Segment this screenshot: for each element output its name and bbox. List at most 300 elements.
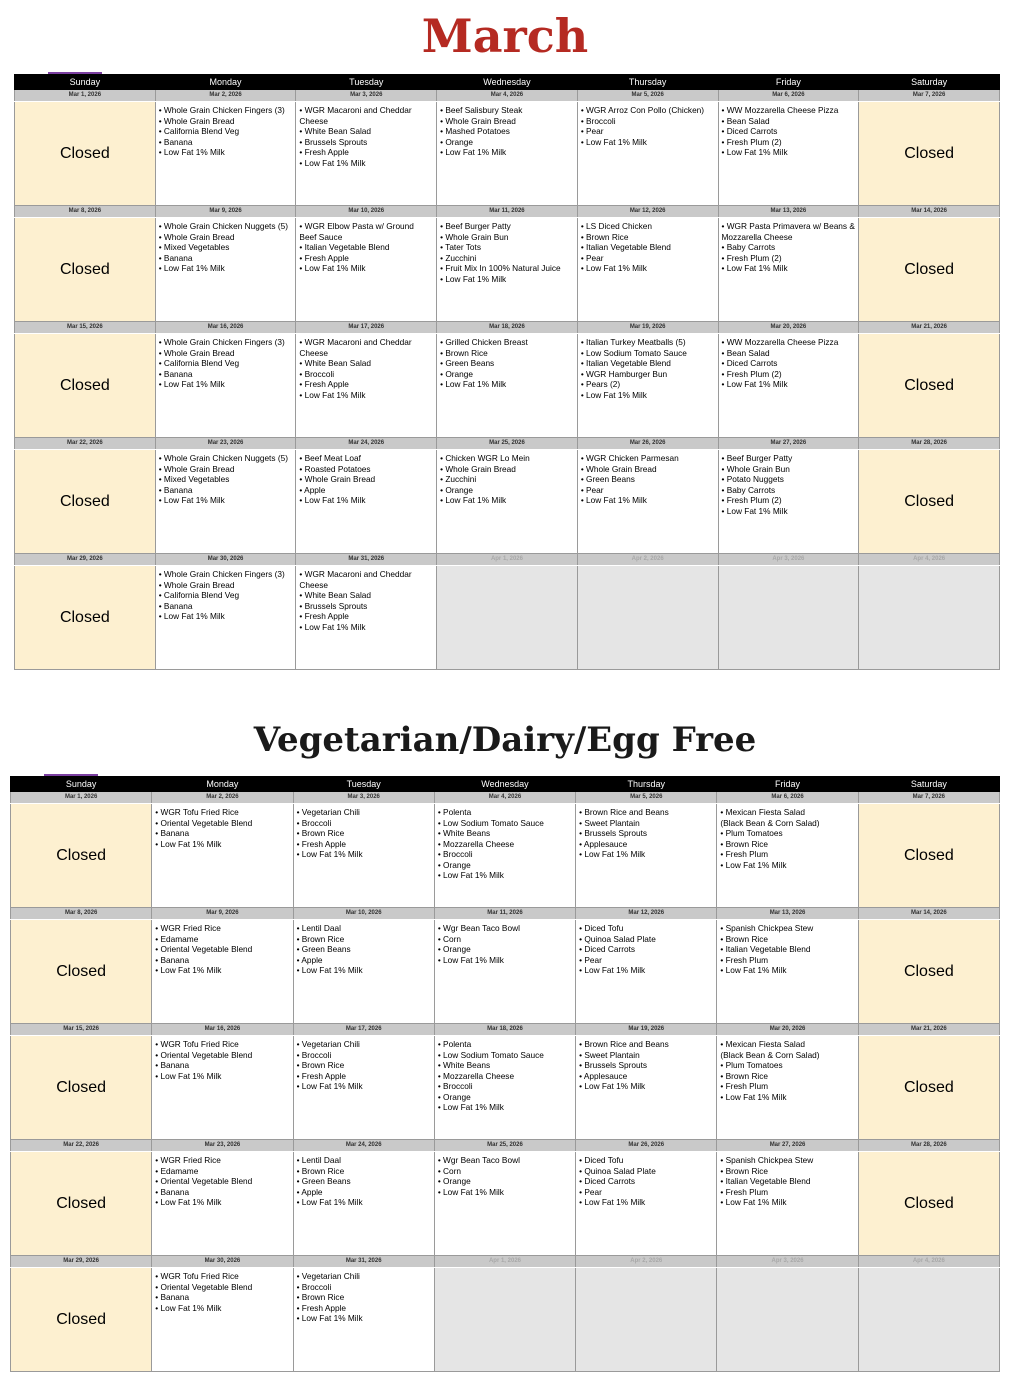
menu-item: • Low Fat 1% Milk: [580, 263, 647, 273]
menu-item: • White Beans: [437, 828, 491, 838]
menu-item: • Edamame: [155, 1165, 199, 1176]
menu-list: [156, 566, 296, 622]
menu-list: [156, 218, 296, 274]
menu-cell: [576, 1036, 717, 1140]
date-label: Mar 30, 2026: [155, 554, 296, 566]
menu-cell: [437, 450, 578, 554]
menu-item: • Orange: [440, 136, 473, 147]
menu-list: [437, 450, 577, 506]
date-label: Mar 24, 2026: [293, 1140, 434, 1152]
menu-item: • Beef Meat Loaf: [299, 453, 361, 463]
menu-item: • Green Beans: [296, 944, 351, 954]
menu-item: • Fresh Plum (2): [721, 368, 782, 379]
menu-item: • Mixed Vegetables: [158, 474, 230, 484]
menu-cell: [155, 102, 296, 206]
menu-cell: [152, 1152, 293, 1256]
menu-item: • WGR Macaroni and Cheddar Cheese: [299, 105, 414, 126]
menu-item: • Fresh Plum (2): [721, 252, 782, 263]
menu-item: • Applesauce: [579, 838, 628, 849]
menu-item: • Potato Nuggets: [721, 474, 784, 484]
menu-list: [156, 334, 296, 390]
menu-item: • Oriental Vegetable Blend: [155, 817, 253, 828]
day-header: Thursday: [576, 777, 717, 792]
menu-item: • Brussels Sprouts: [579, 828, 648, 838]
menu-item: • Low Fat 1% Milk: [437, 1186, 504, 1197]
menu-cell: [296, 334, 437, 438]
date-label: Mar 31, 2026: [293, 1256, 434, 1268]
menu-item: • Broccoli: [296, 1281, 332, 1292]
closed-cell: Closed: [859, 102, 1000, 206]
menu-cell: [293, 1036, 434, 1140]
menu-list: [296, 218, 436, 274]
menu-cell: [296, 218, 437, 322]
date-label: Mar 5, 2026: [577, 90, 718, 102]
menu-cell: [577, 218, 718, 322]
date-label: Mar 12, 2026: [576, 908, 717, 920]
menu-item: • Italian Vegetable Blend: [580, 358, 671, 368]
menu-item: • Low Fat 1% Milk: [721, 379, 788, 389]
menu-item: • Mashed Potatoes: [440, 126, 510, 136]
menu-item: • Brussels Sprouts: [299, 136, 368, 147]
menu-item: • Low Fat 1% Milk: [579, 849, 646, 859]
menu-item: • Plum Tomatoes: [720, 1060, 783, 1070]
menu-item: • Oriental Vegetable Blend: [155, 1049, 253, 1060]
menu-item: • WGR Tofu Fried Rice: [155, 1039, 239, 1049]
menu-item: • Orange: [440, 368, 473, 379]
menu-cell: [152, 804, 293, 908]
menu-item: • Whole Grain Bun: [721, 463, 790, 474]
closed-cell: Closed: [858, 804, 999, 908]
menu-item: • Mozzarella Cheese: [437, 838, 515, 849]
menu-list: [578, 334, 718, 400]
menu-item: • Whole Grain Chicken Fingers (3): [158, 105, 285, 115]
empty-cell: [576, 1268, 717, 1372]
date-label: Mar 17, 2026: [296, 322, 437, 334]
menu-item: • Low Fat 1% Milk: [299, 495, 366, 505]
menu-item: • Broccoli: [296, 817, 332, 828]
date-label: Mar 7, 2026: [858, 792, 999, 804]
date-label: Mar 22, 2026: [15, 438, 156, 450]
menu-list: [717, 1152, 857, 1208]
menu-item: • Italian Turkey Meatballs (5): [580, 337, 686, 347]
menu-item: • Brown Rice: [580, 231, 629, 242]
day-header: Wednesday: [434, 777, 575, 792]
date-label: Mar 14, 2026: [859, 206, 1000, 218]
menu-list: [578, 102, 718, 147]
menu-list: [437, 102, 577, 158]
menu-item: • Low Fat 1% Milk: [440, 379, 507, 389]
menu-item: • Pear: [580, 126, 604, 136]
date-label: Mar 1, 2026: [15, 90, 156, 102]
menu-item: • Low Fat 1% Milk: [720, 1091, 787, 1102]
menu-item: • Orange: [437, 944, 471, 954]
date-label: Mar 13, 2026: [717, 908, 858, 920]
date-label: Mar 20, 2026: [718, 322, 859, 334]
menu-item: • Oriental Vegetable Blend: [155, 1176, 253, 1186]
menu-item: • Low Fat 1% Milk: [437, 954, 504, 965]
date-label: Apr 1, 2026: [437, 554, 578, 566]
menu-item: • Quinoa Salad Plate: [579, 933, 656, 944]
menu-item: • Low Fat 1% Milk: [158, 495, 225, 505]
menu-cell: [152, 920, 293, 1024]
menu-item: • California Blend Veg: [158, 590, 240, 600]
date-label: Mar 9, 2026: [152, 908, 293, 920]
menu-cell: [577, 102, 718, 206]
date-label: Mar 18, 2026: [437, 322, 578, 334]
menu-item: • Mozzarella Cheese: [437, 1070, 515, 1081]
date-label: Mar 20, 2026: [717, 1024, 858, 1036]
menu-item: • Brown Rice: [296, 828, 345, 838]
date-label: Mar 25, 2026: [437, 438, 578, 450]
menu-item: • Low Fat 1% Milk: [580, 389, 647, 400]
date-label: Mar 23, 2026: [152, 1140, 293, 1152]
menu-cell: [155, 334, 296, 438]
menu-item: • Banana: [158, 600, 193, 611]
menu-item: • Fresh Apple: [296, 838, 347, 849]
menu-item: (Black Bean & Corn Salad): [720, 817, 820, 828]
menu-item: • Low Fat 1% Milk: [721, 505, 788, 516]
menu-item: • Fresh Plum: [720, 1081, 769, 1091]
menu-item: • WW Mozzarella Cheese Pizza: [721, 105, 839, 115]
date-label: Apr 1, 2026: [434, 1256, 575, 1268]
menu-item: • WGR Chicken Parmesan: [580, 453, 679, 463]
menu-cell: [293, 1152, 434, 1256]
menu-item: • Whole Grain Chicken Nuggets (5): [158, 453, 288, 463]
menu-item: • Banana: [158, 136, 193, 147]
menu-item: • Diced Carrots: [721, 126, 778, 136]
menu-list: [296, 102, 436, 168]
empty-cell: [859, 566, 1000, 670]
menu-item: • Zucchini: [440, 474, 477, 484]
menu-item: • Vegetarian Chili: [296, 807, 360, 817]
day-header: Tuesday: [296, 75, 437, 90]
menu-item: • Low Fat 1% Milk: [296, 1081, 363, 1091]
menu-cell: [434, 1152, 575, 1256]
menu-item: • Broccoli: [299, 368, 335, 379]
menu-item: • Whole Grain Bread: [299, 474, 376, 484]
menu-calendar-regular: [14, 74, 1000, 670]
menu-item: • Banana: [158, 252, 193, 263]
menu-cell: [576, 1152, 717, 1256]
menu-item: • Low Fat 1% Milk: [299, 389, 366, 400]
menu-item: • Low Fat 1% Milk: [721, 147, 788, 157]
empty-cell: [577, 566, 718, 670]
menu-item: • Wgr Bean Taco Bowl: [437, 1155, 520, 1165]
menu-item: • Italian Vegetable Blend: [720, 1176, 811, 1186]
menu-item: • Brown Rice and Beans: [579, 807, 669, 817]
menu-item: • Low Fat 1% Milk: [720, 965, 787, 975]
menu-list: [435, 804, 575, 881]
menu-item: • Mexican Fiesta Salad: [720, 807, 805, 817]
menu-item: • Oriental Vegetable Blend: [155, 1281, 253, 1292]
menu-list: [717, 1036, 857, 1102]
day-header: Monday: [152, 777, 293, 792]
closed-cell: Closed: [858, 1036, 999, 1140]
closed-cell: Closed: [859, 450, 1000, 554]
menu-list: [152, 920, 292, 976]
closed-cell: Closed: [15, 102, 156, 206]
menu-item: • Fresh Apple: [296, 1302, 347, 1313]
menu-cell: [576, 804, 717, 908]
menu-item: • Fresh Plum (2): [721, 495, 782, 505]
day-header: Thursday: [577, 75, 718, 90]
date-label: Mar 4, 2026: [437, 90, 578, 102]
date-label: Mar 28, 2026: [859, 438, 1000, 450]
date-label: Apr 3, 2026: [718, 554, 859, 566]
menu-item: • Brown Rice: [720, 838, 769, 849]
date-label: Mar 4, 2026: [434, 792, 575, 804]
date-label: Mar 29, 2026: [15, 554, 156, 566]
menu-item: • Brown Rice: [296, 1165, 345, 1176]
menu-list: [296, 334, 436, 400]
date-label: Mar 11, 2026: [434, 908, 575, 920]
day-header: Sunday: [15, 75, 156, 90]
menu-item: • Brussels Sprouts: [579, 1060, 648, 1070]
menu-item: • Low Sodium Tomato Sauce: [437, 817, 544, 828]
empty-cell: [717, 1268, 858, 1372]
menu-item: • Pear: [580, 252, 604, 263]
date-label: Mar 26, 2026: [576, 1140, 717, 1152]
date-label: Mar 8, 2026: [15, 206, 156, 218]
date-label: Apr 2, 2026: [577, 554, 718, 566]
menu-item: • Fresh Apple: [299, 147, 349, 157]
menu-item: • Low Fat 1% Milk: [580, 136, 647, 147]
menu-item: • Brown Rice: [720, 1070, 769, 1081]
menu-list: [435, 1152, 575, 1197]
menu-item: • Low Fat 1% Milk: [158, 263, 225, 273]
menu-item: • Apple: [296, 954, 323, 965]
menu-list: [152, 1268, 292, 1313]
menu-item: • Banana: [155, 954, 190, 965]
date-label: Mar 15, 2026: [15, 322, 156, 334]
menu-item: • Low Fat 1% Milk: [296, 849, 363, 859]
menu-item: • Low Fat 1% Milk: [155, 838, 222, 849]
day-header: Friday: [717, 777, 858, 792]
menu-list: [576, 1036, 716, 1092]
menu-item: • Brown Rice: [296, 1060, 345, 1070]
menu-item: • Polenta: [437, 1039, 472, 1049]
menu-cell: [718, 218, 859, 322]
menu-item: • Fresh Apple: [299, 611, 349, 621]
menu-item: • Low Fat 1% Milk: [155, 1302, 222, 1313]
menu-cell: [434, 920, 575, 1024]
date-label: Mar 12, 2026: [577, 206, 718, 218]
day-header: Sunday: [11, 777, 152, 792]
menu-item: • Broccoli: [437, 1081, 473, 1091]
menu-cell: [155, 218, 296, 322]
date-label: Mar 8, 2026: [11, 908, 152, 920]
menu-item: • Orange: [437, 1176, 471, 1186]
empty-cell: [437, 566, 578, 670]
date-label: Mar 14, 2026: [858, 908, 999, 920]
menu-cell: [296, 102, 437, 206]
menu-list: [156, 102, 296, 158]
menu-item: • Low Fat 1% Milk: [158, 379, 225, 389]
date-label: Mar 16, 2026: [152, 1024, 293, 1036]
menu-item: • Zucchini: [440, 252, 477, 263]
menu-item: • Low Fat 1% Milk: [437, 870, 504, 880]
menu-item: • Whole Grain Bun: [440, 231, 509, 242]
menu-item: • Low Fat 1% Milk: [721, 263, 788, 273]
menu-item: • Mexican Fiesta Salad: [720, 1039, 805, 1049]
date-label: Mar 25, 2026: [434, 1140, 575, 1152]
menu-item: • Mixed Vegetables: [158, 242, 230, 252]
menu-item: • Green Beans: [440, 358, 495, 368]
menu-item: • Whole Grain Bread: [440, 463, 516, 474]
menu-list: [719, 334, 859, 390]
menu-item: • Fruit Mix In 100% Natural Juice: [440, 263, 561, 273]
closed-cell: Closed: [15, 566, 156, 670]
menu-list: [719, 450, 859, 516]
menu-item: • Spanish Chickpea Stew: [720, 923, 814, 933]
menu-item: • Whole Grain Chicken Fingers (3): [158, 337, 285, 347]
menu-item: • Polenta: [437, 807, 472, 817]
date-label: Mar 23, 2026: [155, 438, 296, 450]
menu-list: [296, 566, 436, 632]
menu-item: • Baby Carrots: [721, 242, 776, 252]
menu-item: • WGR Arroz Con Pollo (Chicken): [580, 105, 705, 115]
menu-list: [578, 450, 718, 506]
menu-item: • Low Fat 1% Milk: [720, 1197, 787, 1207]
menu-list: [294, 804, 434, 860]
empty-cell: [858, 1268, 999, 1372]
date-label: Mar 21, 2026: [859, 322, 1000, 334]
date-label: Mar 18, 2026: [434, 1024, 575, 1036]
menu-item: • WGR Tofu Fried Rice: [155, 807, 239, 817]
menu-item: • Whole Grain Bread: [158, 347, 235, 358]
menu-item: • Sweet Plantain: [579, 1049, 640, 1060]
date-label: Mar 27, 2026: [717, 1140, 858, 1152]
menu-item: • Pear: [579, 954, 602, 965]
menu-cell: [296, 450, 437, 554]
menu-cell: [434, 1036, 575, 1140]
menu-item: • Whole Grain Bread: [158, 579, 235, 590]
menu-item: • Orange: [437, 859, 471, 870]
page-title: March: [421, 9, 589, 63]
menu-item: • Baby Carrots: [721, 484, 776, 495]
menu-item: • Low Fat 1% Milk: [579, 965, 646, 975]
menu-cell: [576, 920, 717, 1024]
menu-item: • Fresh Plum: [720, 954, 769, 965]
menu-item: • Beef Burger Patty: [440, 221, 511, 231]
date-label: Mar 6, 2026: [717, 792, 858, 804]
menu-item: • Low Fat 1% Milk: [440, 147, 507, 157]
closed-cell: Closed: [15, 218, 156, 322]
menu-item: • Wgr Bean Taco Bowl: [437, 923, 520, 933]
menu-item: • Pear: [580, 484, 604, 495]
menu-cell: [437, 218, 578, 322]
date-label: Mar 22, 2026: [11, 1140, 152, 1152]
menu-item: • Low Fat 1% Milk: [299, 621, 366, 632]
menu-item: • Whole Grain Chicken Fingers (3): [158, 569, 285, 579]
menu-cell: [718, 102, 859, 206]
closed-cell: Closed: [15, 450, 156, 554]
menu-item: • Vegetarian Chili: [296, 1271, 360, 1281]
menu-item: • Roasted Potatoes: [299, 463, 371, 474]
menu-list: [294, 1268, 434, 1324]
menu-list: [156, 450, 296, 506]
menu-list: [294, 920, 434, 976]
menu-list: [719, 102, 859, 158]
day-header: Wednesday: [437, 75, 578, 90]
menu-item: • Low Fat 1% Milk: [720, 859, 787, 870]
menu-list: [296, 450, 436, 506]
menu-list: [576, 1152, 716, 1208]
menu-item: • Whole Grain Bread: [580, 463, 657, 474]
menu-item: • Brown Rice: [440, 347, 488, 358]
menu-item: • White Bean Salad: [299, 358, 372, 368]
menu-item: • Apple: [296, 1186, 323, 1197]
date-label: Mar 3, 2026: [296, 90, 437, 102]
date-label: Mar 6, 2026: [718, 90, 859, 102]
menu-item: • Low Fat 1% Milk: [158, 147, 225, 157]
closed-cell: Closed: [11, 1268, 152, 1372]
menu-item: • Low Fat 1% Milk: [579, 1197, 646, 1207]
menu-item: • Banana: [155, 828, 190, 838]
section-title: Vegetarian/Dairy/Egg Free: [253, 720, 757, 760]
menu-item: • Bean Salad: [721, 347, 770, 358]
menu-item: • Green Beans: [296, 1176, 351, 1186]
menu-item: • WGR Fried Rice: [155, 1155, 221, 1165]
menu-cell: [718, 334, 859, 438]
closed-cell: Closed: [858, 1152, 999, 1256]
menu-item: • Corn: [437, 1165, 462, 1176]
menu-item: • WGR Macaroni and Cheddar Cheese: [299, 569, 414, 590]
menu-item: • WGR Tofu Fried Rice: [155, 1271, 239, 1281]
menu-item: • Brown Rice: [296, 1292, 345, 1302]
menu-item: • Diced Carrots: [579, 944, 636, 954]
empty-cell: [718, 566, 859, 670]
menu-item: • Low Sodium Tomato Sauce: [437, 1049, 544, 1060]
menu-cell: [434, 804, 575, 908]
menu-cell: [155, 566, 296, 670]
menu-item: • Whole Grain Chicken Nuggets (5): [158, 221, 288, 231]
menu-item: • Banana: [155, 1292, 190, 1302]
date-label: Mar 26, 2026: [577, 438, 718, 450]
menu-item: • Italian Vegetable Blend: [580, 242, 671, 252]
menu-item: • Brown Rice and Beans: [579, 1039, 669, 1049]
menu-item: • WGR Fried Rice: [155, 923, 221, 933]
day-header: Saturday: [859, 75, 1000, 90]
menu-item: • Broccoli: [296, 1049, 332, 1060]
date-label: Mar 2, 2026: [155, 90, 296, 102]
menu-item: • Applesauce: [579, 1070, 628, 1081]
menu-item: • California Blend Veg: [158, 358, 240, 368]
menu-item: • WW Mozzarella Cheese Pizza: [721, 337, 839, 347]
menu-item: • Brussels Sprouts: [299, 600, 368, 611]
date-label: Mar 9, 2026: [155, 206, 296, 218]
closed-cell: Closed: [858, 920, 999, 1024]
date-label: Mar 10, 2026: [293, 908, 434, 920]
menu-item: • Pear: [579, 1186, 602, 1197]
menu-item: • Whole Grain Bread: [158, 463, 235, 474]
menu-item: • Banana: [158, 368, 193, 379]
date-label: Apr 4, 2026: [858, 1256, 999, 1268]
menu-item: • White Bean Salad: [299, 590, 372, 600]
menu-item: • Bean Salad: [721, 115, 770, 126]
menu-item: • Brown Rice: [720, 1165, 769, 1176]
menu-list: [152, 1152, 292, 1208]
date-label: Mar 16, 2026: [155, 322, 296, 334]
date-label: Mar 7, 2026: [859, 90, 1000, 102]
date-label: Mar 17, 2026: [293, 1024, 434, 1036]
date-label: Mar 29, 2026: [11, 1256, 152, 1268]
menu-item: • California Blend Veg: [158, 126, 240, 136]
menu-list: [152, 804, 292, 849]
day-header: Friday: [718, 75, 859, 90]
menu-item: • Low Fat 1% Milk: [155, 1070, 222, 1081]
menu-item: • Edamame: [155, 933, 199, 944]
